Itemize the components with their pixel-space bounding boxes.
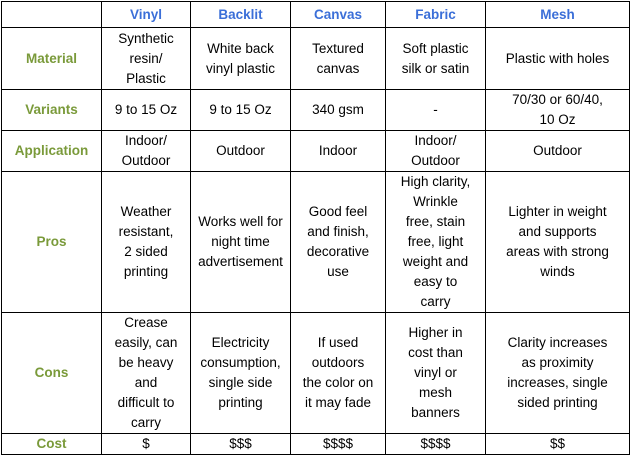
cell-application-mesh: Outdoor xyxy=(486,131,630,172)
cell-cost-fabric: $$$$ xyxy=(386,434,486,455)
cell-material-vinyl: Synthetic resin/ Plastic xyxy=(102,28,191,90)
row-label-application: Application xyxy=(2,131,102,172)
header-row xyxy=(2,2,630,28)
cell-cost-backlit: $$$ xyxy=(191,434,291,455)
row-label-cons: Cons xyxy=(2,313,102,434)
row-label-pros: Pros xyxy=(2,172,102,313)
cell-application-fabric: Indoor/ Outdoor xyxy=(386,131,486,172)
cell-variants-mesh: 70/30 or 60/40, 10 Oz xyxy=(486,90,630,131)
cell-cost-canvas: $$$$ xyxy=(291,434,386,455)
cell-cons-vinyl: Crease easily, can be heavy and difficult to carry xyxy=(102,313,191,434)
cell-material-fabric: Soft plastic silk or satin xyxy=(386,28,486,90)
cell-cons-fabric: Higher in cost than vinyl or mesh banners xyxy=(386,313,486,434)
cell-application-canvas: Indoor xyxy=(291,131,386,172)
row-cons xyxy=(2,313,630,434)
cell-application-backlit: Outdoor xyxy=(191,131,291,172)
cell-pros-fabric: High clarity, Wrinkle free, stain free, light weight and easy to carry xyxy=(386,172,486,313)
cell-cons-backlit: Electricity consumption, single side printing xyxy=(191,313,291,434)
row-variants xyxy=(2,90,630,131)
cell-pros-canvas: Good feel and finish, decorative use xyxy=(291,172,386,313)
cell-cost-vinyl: $ xyxy=(102,434,191,455)
row-label-cost: Cost xyxy=(2,434,102,455)
cell-variants-canvas: 340 gsm xyxy=(291,90,386,131)
row-label-variants: Variants xyxy=(2,90,102,131)
row-label-material: Material xyxy=(2,28,102,90)
cell-pros-vinyl: Weather resistant, 2 sided printing xyxy=(102,172,191,313)
col-header-backlit: Backlit xyxy=(191,2,291,28)
cell-cons-mesh: Clarity increases as proximity increases, single sided printing xyxy=(486,313,630,434)
cell-pros-backlit: Works well for night time advertisement xyxy=(191,172,291,313)
col-header-canvas: Canvas xyxy=(291,2,386,28)
cell-variants-fabric: - xyxy=(386,90,486,131)
cell-application-vinyl: Indoor/ Outdoor xyxy=(102,131,191,172)
cell-material-mesh: Plastic with holes xyxy=(486,28,630,90)
comparison-table xyxy=(1,1,630,455)
row-material xyxy=(2,28,630,90)
corner-cell xyxy=(2,2,102,28)
col-header-fabric: Fabric xyxy=(386,2,486,28)
row-application xyxy=(2,131,630,172)
col-header-mesh: Mesh xyxy=(486,2,630,28)
row-cost xyxy=(2,434,630,455)
row-pros xyxy=(2,172,630,313)
cell-variants-vinyl: 9 to 15 Oz xyxy=(102,90,191,131)
cell-pros-mesh: Lighter in weight and supports areas with strong winds xyxy=(486,172,630,313)
col-header-vinyl: Vinyl xyxy=(102,2,191,28)
cell-cost-mesh: $$ xyxy=(486,434,630,455)
cell-material-backlit: White back vinyl plastic xyxy=(191,28,291,90)
cell-cons-canvas: If used outdoors the color on it may fade xyxy=(291,313,386,434)
cell-variants-backlit: 9 to 15 Oz xyxy=(191,90,291,131)
cell-material-canvas: Textured canvas xyxy=(291,28,386,90)
